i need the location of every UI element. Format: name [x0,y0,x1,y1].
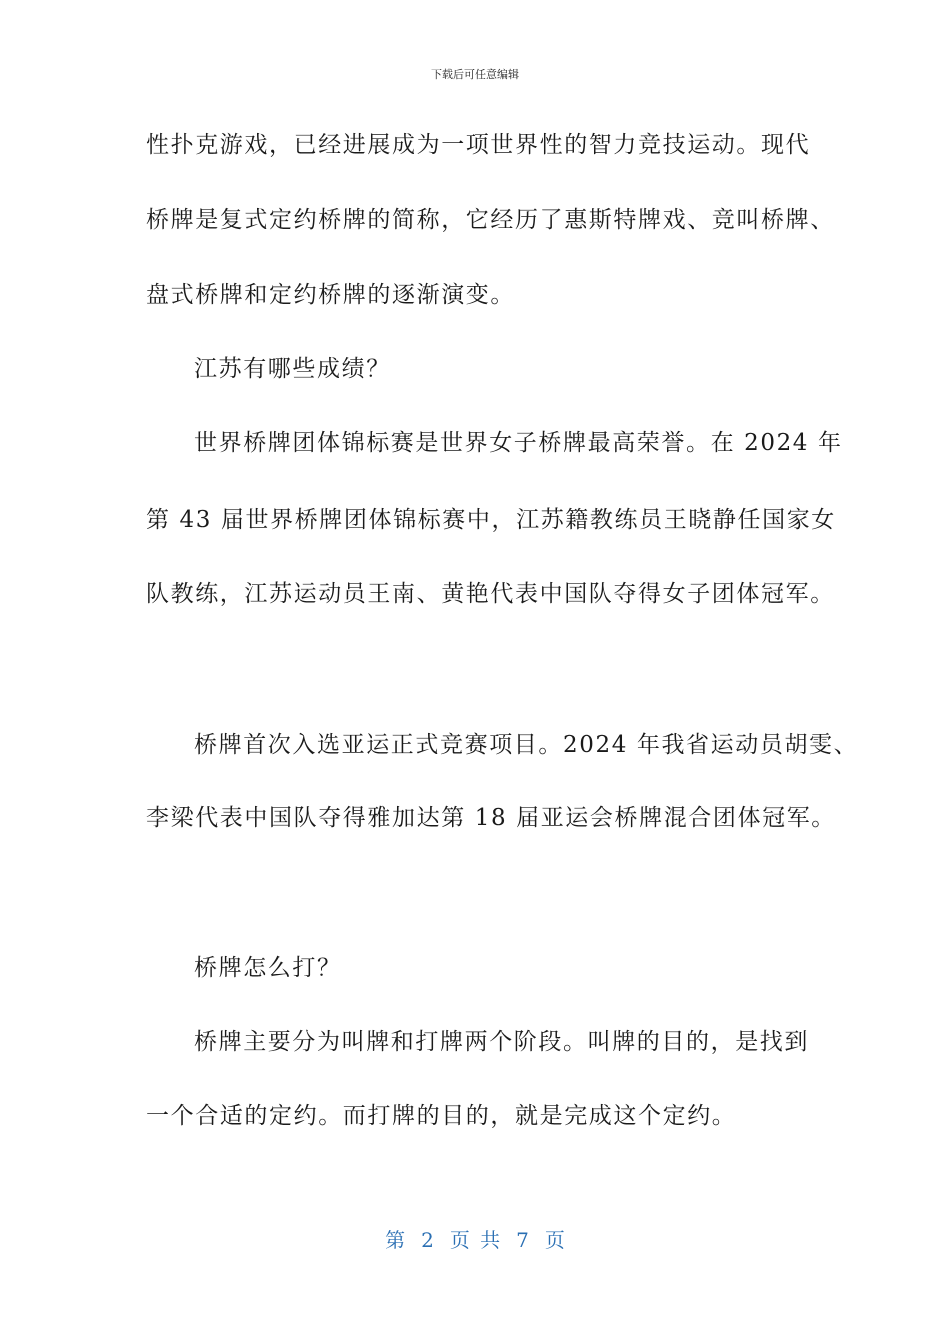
body-line: 一个合适的定约。而打牌的目的，就是完成这个定约。 [146,1103,737,1129]
body-line: 盘式桥牌和定约桥牌的逐渐演变。 [146,282,515,308]
body-line: 第 43 届世界桥牌团体锦标赛中，江苏籍教练员王晓静任国家女 [146,507,836,533]
body-line: 性扑克游戏，已经进展成为一项世界性的智力竞技运动。现代 [146,132,811,158]
page-header: 下载后可任意编辑 [431,68,519,81]
footer-prefix: 第 [385,1228,406,1252]
page-footer [0,1224,950,1253]
body-line: 世界桥牌团体锦标赛是世界女子桥牌最高荣誉。在 2024 年 [194,430,843,456]
page-number: 2 [421,1228,434,1252]
footer-suffix: 页 [544,1228,565,1252]
body-line: 队教练，江苏运动员王南、黄艳代表中国队夺得女子团体冠军。 [146,581,835,607]
body-line: 李梁代表中国队夺得雅加达第 18 届亚运会桥牌混合团体冠军。 [146,805,836,831]
footer-middle: 页 共 [449,1228,501,1252]
total-pages: 7 [516,1228,529,1252]
body-line: 桥牌主要分为叫牌和打牌两个阶段。叫牌的目的，是找到 [194,1029,809,1055]
section-heading: 江苏有哪些成绩？ [194,356,391,382]
section-heading: 桥牌怎么打？ [194,955,342,981]
body-line: 桥牌首次入选亚运正式竞赛项目。2024 年我省运动员胡雯、 [194,732,859,758]
body-line: 桥牌是复式定约桥牌的简称，它经历了惠斯特牌戏、竞叫桥牌、 [146,207,835,233]
